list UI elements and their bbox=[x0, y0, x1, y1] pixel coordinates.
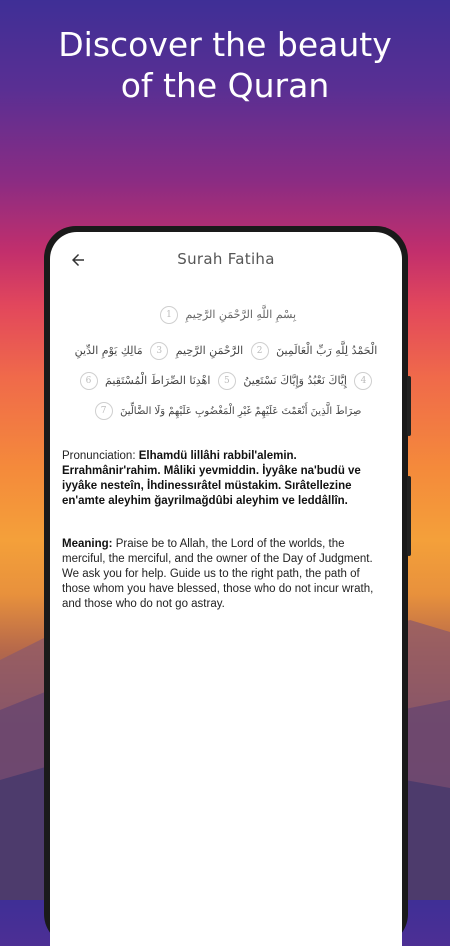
verse-line bbox=[64, 396, 388, 427]
pronunciation-text: Elhamdü lillâhi rabbil'alemin. Errahmânir'rahim. Mâliki yevmiddin. İyyâke na'budü ve iyyâke nesteîn, İhdinessırâtel müstakim. Sırâtellezine en'amte aleyhim ğayrilmağdûbi aleyhim ve leddâllîn. bbox=[62, 450, 361, 507]
verse-text: الرَّحْمَنِ الرَّحِيمِ bbox=[175, 344, 244, 357]
meaning-text: Praise be to Allah, the Lord of the worlds, the merciful, the merciful, and the owner of the Day of Judgment. We ask you for help. Guide us to the right path, the path of those whom you have blessed, those who do not incur wrath, and those who do not go astray. bbox=[62, 538, 374, 610]
verse-text: إِيَّاكَ نَعْبُدُ وَإِيَّاكَ نَسْتَعِينُ bbox=[243, 374, 347, 387]
meaning-section bbox=[62, 537, 390, 612]
verse-number: 5 bbox=[218, 372, 236, 390]
verse-line bbox=[64, 336, 388, 366]
pronunciation-label: Pronunciation: bbox=[62, 450, 136, 462]
verse-text: مَالِكِ يَوْمِ الدِّينِ bbox=[74, 344, 143, 357]
headline-line-2: of the Quran bbox=[120, 66, 330, 105]
app-bar bbox=[50, 232, 402, 288]
verse-number: 4 bbox=[354, 372, 372, 390]
promo-headline bbox=[0, 24, 450, 106]
verse-text: اهْدِنَا الصِّرَاطَ الْمُسْتَقِيمَ bbox=[105, 374, 211, 387]
verse-number: 6 bbox=[80, 372, 98, 390]
verse-number: 7 bbox=[95, 402, 113, 420]
page-title: Surah Fatiha bbox=[177, 250, 275, 268]
verse-line bbox=[64, 366, 388, 396]
phone-screen bbox=[50, 232, 402, 946]
verse-text: الْحَمْدُ لِلَّهِ رَبِّ الْعَالَمِينَ bbox=[276, 344, 378, 357]
power-button bbox=[407, 476, 411, 556]
bismillah-text: بِسْمِ اللَّهِ الرَّحْمَنِ الرَّحِيمِ bbox=[185, 308, 297, 321]
phone-frame bbox=[44, 226, 408, 946]
volume-button bbox=[407, 376, 411, 436]
verse-number: 1 bbox=[160, 306, 178, 324]
bismillah bbox=[64, 306, 388, 324]
headline-line-1: Discover the beauty bbox=[58, 25, 392, 64]
verse-list bbox=[64, 336, 388, 427]
pronunciation-section bbox=[62, 449, 390, 509]
verse-text: صِرَاطَ الَّذِينَ أَنْعَمْتَ عَلَيْهِمْ غَيْرِ الْمَغْضُوبِ عَلَيْهِمْ وَلَا الضَّالِّينَ bbox=[120, 406, 362, 417]
meaning-label: Meaning: bbox=[62, 538, 113, 550]
arabic-text-block bbox=[64, 306, 388, 427]
verse-number: 2 bbox=[251, 342, 269, 360]
verse-number: 3 bbox=[150, 342, 168, 360]
